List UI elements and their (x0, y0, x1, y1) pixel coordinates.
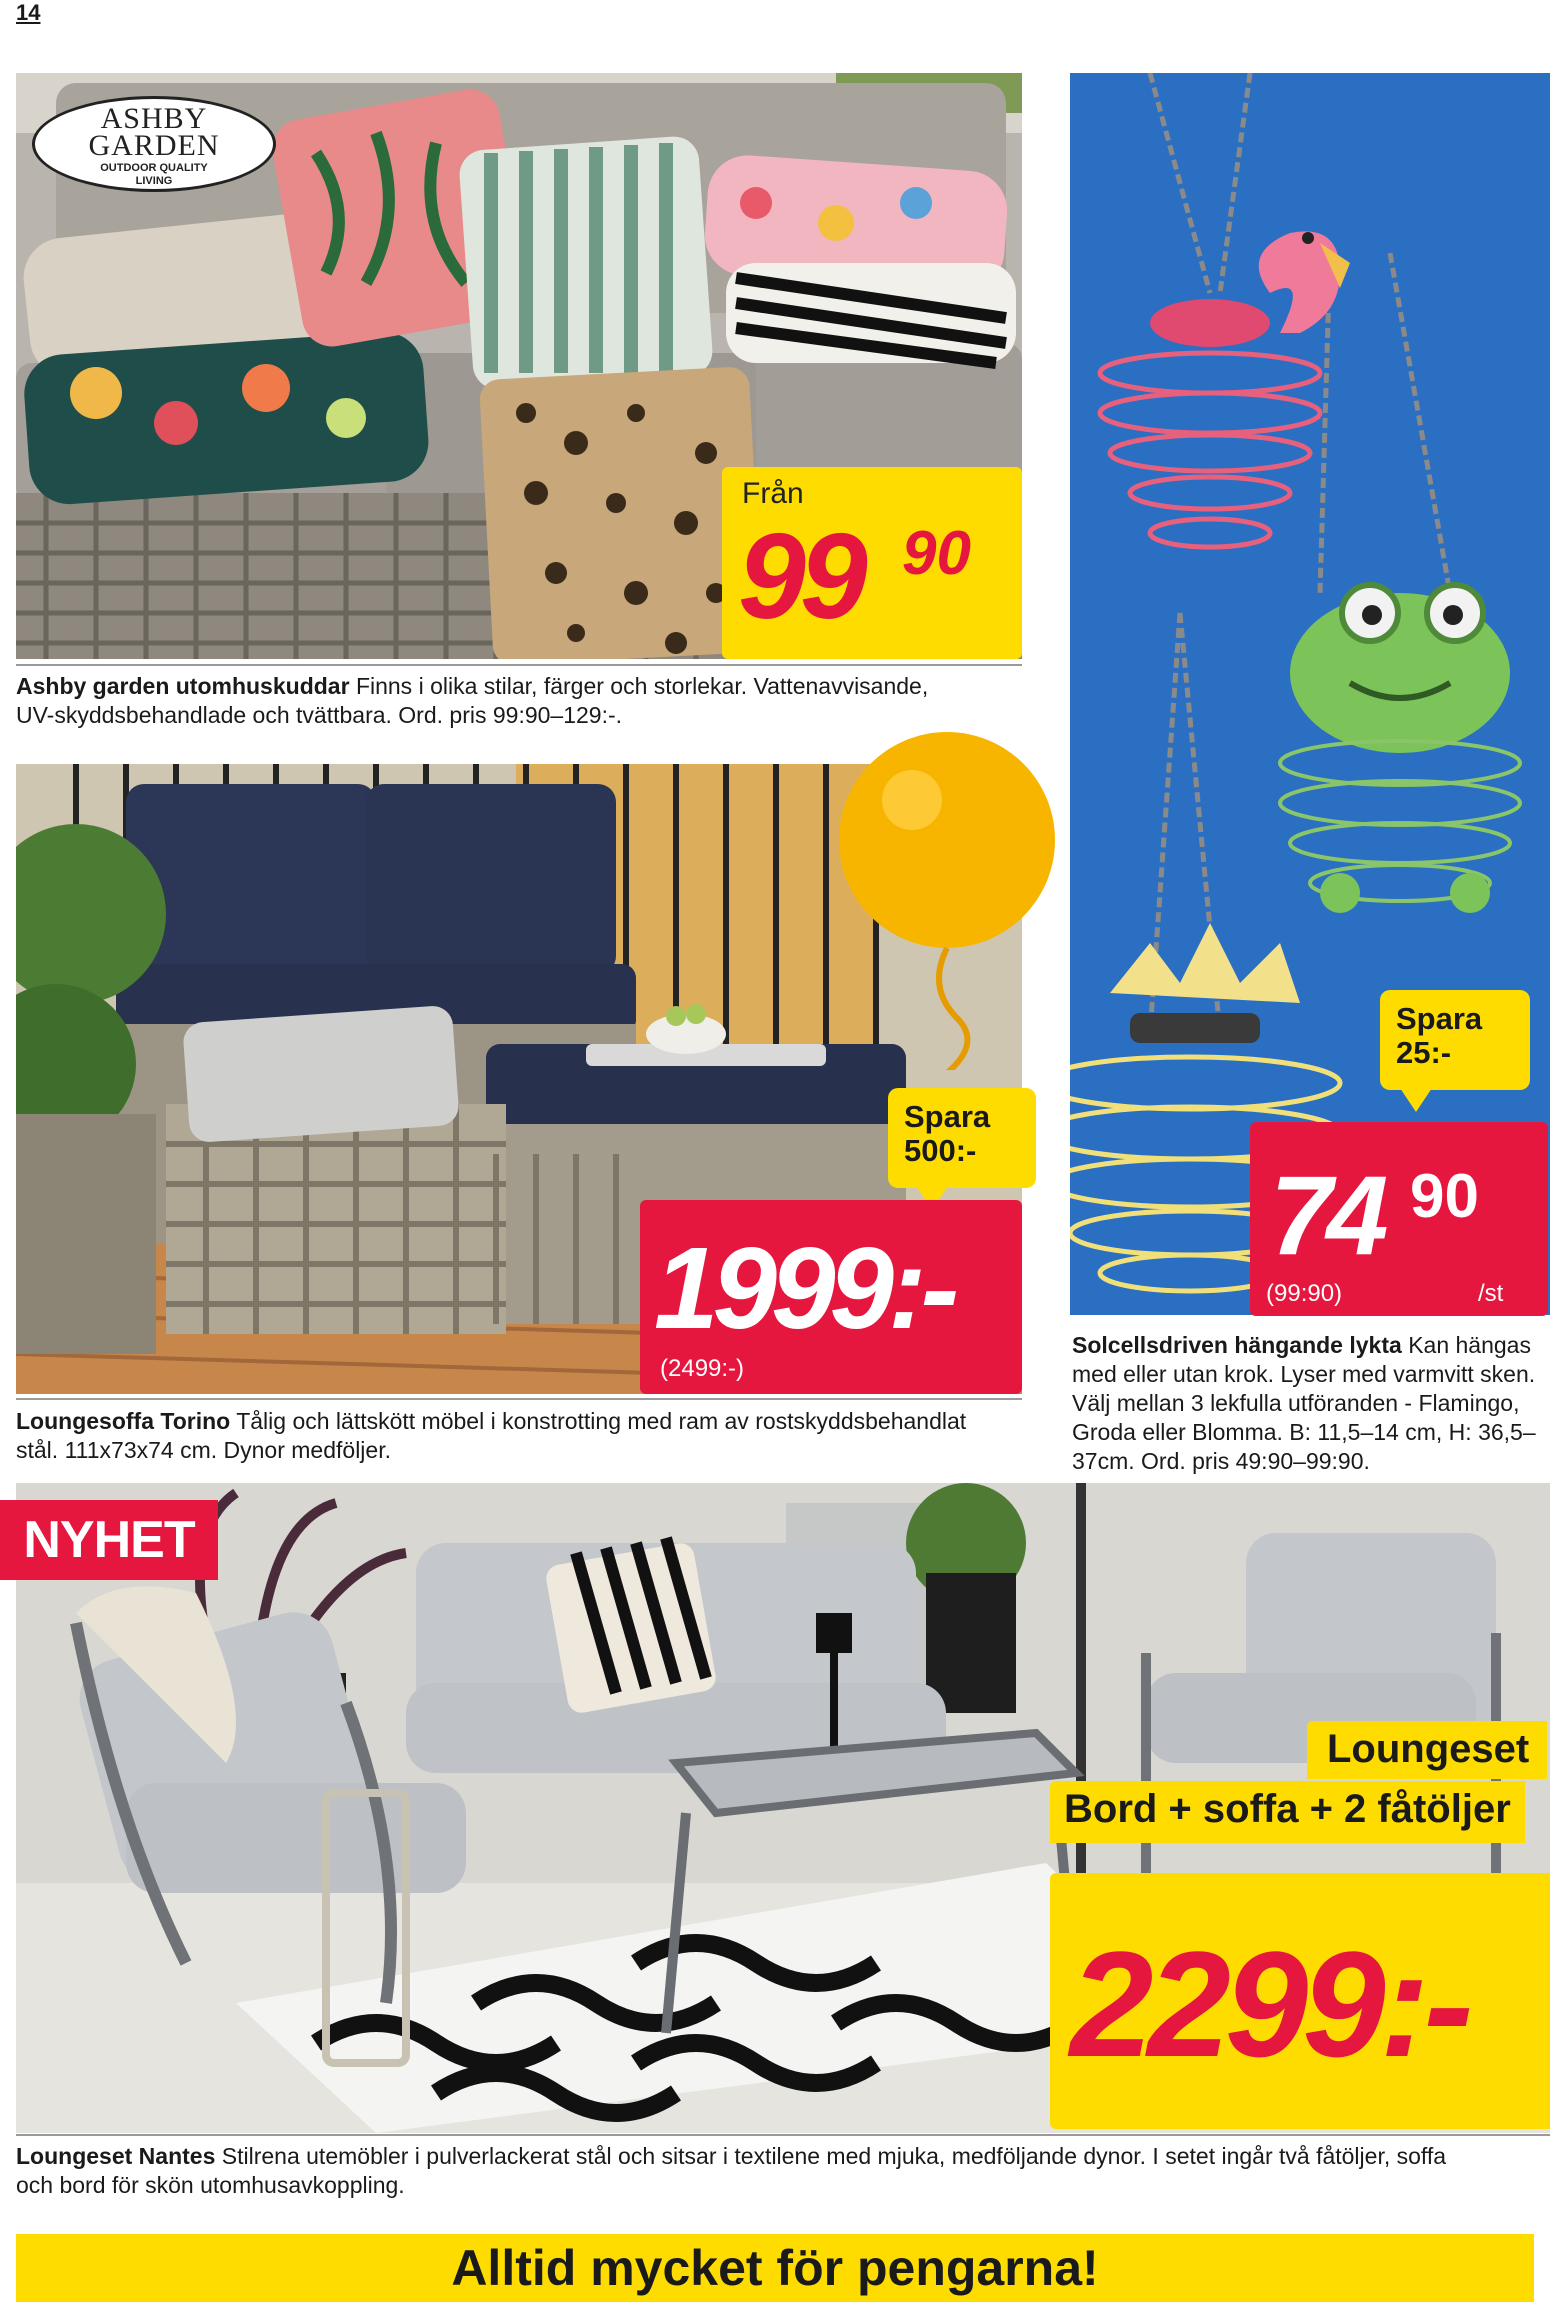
price-main: 1999:- (654, 1223, 954, 1353)
description-text: med eller utan krok. Lyser med varmvitt sken. (1072, 1361, 1536, 1387)
save-amount: 500:- (904, 1133, 977, 1168)
description-text: 37cm. Ord. pris 49:90–99:90. (1072, 1448, 1370, 1474)
logo-tagline1: OUTDOOR QUALITY (100, 162, 208, 174)
description-text: stål. 111x73x74 cm. Dynor medföljer. (16, 1437, 391, 1463)
loungeset-label-line1: Loungeset (1307, 1721, 1547, 1779)
save-label: Spara (1396, 1001, 1483, 1036)
save-amount: 25:- (1396, 1035, 1452, 1070)
page-number: 14 (16, 0, 41, 25)
slogan-banner: Alltid mycket för pengarna! (16, 2234, 1534, 2302)
sofa-description (16, 1407, 1026, 1465)
sofa-save-bubble (888, 1088, 1036, 1188)
unit-label: /st (1478, 1280, 1504, 1307)
sofa-divider (16, 1398, 1022, 1400)
product-name: Loungesoffa Torino (16, 1408, 231, 1434)
nyhet-badge: NYHET (0, 1500, 218, 1580)
description-text: Kan hängas (1408, 1332, 1531, 1358)
lantern-price-tag (1250, 1122, 1548, 1316)
save-label: Spara (904, 1099, 991, 1134)
loungeset-description (16, 2142, 1550, 2200)
price-main: 99 (738, 508, 862, 644)
cushions-description (16, 672, 1022, 730)
description-text: och bord för skön utomhusavkoppling. (16, 2172, 405, 2198)
description-text: Tålig och lättskött möbel i konstrotting med ram av rostskyddsbehandlat (236, 1408, 967, 1434)
price-cents: 90 (1410, 1162, 1479, 1231)
price-main: 2299:- (1070, 1920, 1468, 2088)
description-text: Groda eller Blomma. B: 11,5–14 cm, H: 36,5– (1072, 1419, 1536, 1445)
logo-brand-line2: GARDEN (88, 129, 220, 162)
cushions-price-tag (722, 467, 1022, 659)
product-name: Ashby garden utomhuskuddar (16, 673, 350, 699)
loungeset-label-line2: Bord + soffa + 2 fåtöljer (1050, 1781, 1525, 1843)
cushions-divider (16, 664, 1022, 666)
from-label: Från (742, 477, 804, 510)
loungeset-divider (16, 2134, 1550, 2136)
sofa-price-tag (640, 1200, 1022, 1394)
logo-tagline2: LIVING (135, 175, 173, 187)
product-name: Loungeset Nantes (16, 2143, 216, 2169)
description-text: Finns i olika stilar, färger och storlekar. Vattenavvisande, (355, 673, 929, 699)
ord-price: (2499:-) (660, 1355, 745, 1382)
price-cents: 90 (902, 519, 971, 588)
logo-brand-line1: ASHBY (100, 102, 208, 135)
product-name: Solcellsdriven hängande lykta (1072, 1332, 1402, 1358)
ashby-garden-logo (32, 96, 276, 192)
description-text: Stilrena utemöbler i pulverlackerat stål och sitsar i textilene med mjuka, medföljande dynor. I setet ingår två fåtöljer, soffa (221, 2143, 1447, 2169)
ord-price: (99:90) (1266, 1280, 1343, 1307)
description-text: Välj mellan 3 lekfulla utföranden - Flamingo, (1072, 1390, 1520, 1416)
loungeset-price-tag (1050, 1873, 1550, 2129)
lantern-save-bubble (1380, 990, 1530, 1090)
lantern-description (1072, 1331, 1550, 1476)
price-main: 74 (1270, 1153, 1383, 1278)
balloon-icon (832, 730, 1062, 1070)
description-text: UV-skyddsbehandlade och tvättbara. Ord. pris 99:90–129:-. (16, 702, 623, 728)
